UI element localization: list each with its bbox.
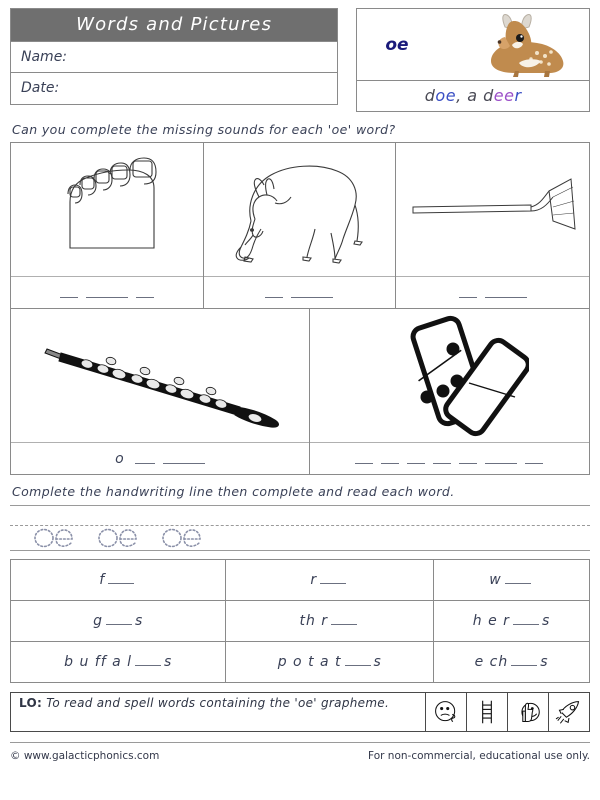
word-prefix: r [310, 572, 318, 588]
prefix-letter: o [115, 450, 124, 467]
word-suffix: s [164, 654, 173, 670]
word-cell[interactable] [434, 560, 590, 601]
phrase-part: r [514, 86, 522, 105]
word-prefix: e ch [474, 654, 509, 670]
picture-grid-row-1 [11, 143, 589, 308]
phrase-part: , a d [456, 86, 494, 105]
picture-grid-row-2 [11, 308, 589, 474]
lo-label: LO: [19, 696, 43, 710]
picture-cell-dominoes [310, 309, 589, 474]
thumbs-up-smiley-icon[interactable] [507, 693, 548, 731]
word-cell[interactable] [434, 601, 590, 642]
blank[interactable] [331, 613, 357, 625]
table-row [11, 560, 590, 601]
header [10, 8, 590, 112]
word-prefix: f [99, 572, 106, 588]
word-suffix: s [373, 654, 382, 670]
table-row [11, 601, 590, 642]
learning-objective-box [10, 692, 590, 732]
grapheme-letters: oe [385, 34, 409, 55]
oboe-instrument-illustration [11, 309, 309, 442]
blank[interactable] [136, 288, 154, 298]
word-prefix: h e r [472, 613, 510, 629]
picture-grid [10, 142, 590, 475]
instruction-handwriting-section: Complete the handwriting line then complete and read each word. [12, 484, 455, 499]
blank[interactable] [265, 288, 283, 298]
picture-cell-doe [204, 143, 397, 308]
word-prefix: b u ff a l [64, 654, 133, 670]
blank[interactable] [381, 454, 399, 464]
phrase-part: ee [493, 86, 515, 105]
blank[interactable] [511, 654, 537, 666]
trace-letters-oe [96, 526, 142, 553]
phrase-part: oe [435, 86, 457, 105]
ladder-icon[interactable] [466, 693, 507, 731]
rocket-icon[interactable] [548, 693, 589, 731]
word-cell[interactable] [226, 642, 434, 683]
lo-body: To read and spell words containing the 'oe' grapheme. [46, 696, 390, 710]
toe-foot-illustration [11, 143, 203, 276]
date-field[interactable]: Date: [21, 80, 60, 96]
blank[interactable] [525, 454, 543, 464]
trace-letter-group [32, 526, 206, 553]
blank[interactable] [513, 613, 539, 625]
doe-deer-illustration [204, 143, 396, 276]
name-field[interactable]: Name: [11, 42, 337, 73]
blank[interactable] [106, 613, 132, 625]
handwriting-practice-line[interactable] [10, 505, 590, 553]
handwriting-top-rule [10, 505, 590, 506]
answer-line-doe[interactable] [204, 276, 396, 308]
word-cell[interactable] [434, 642, 590, 683]
footer [10, 750, 590, 762]
dominoes-illustration [310, 309, 589, 442]
blank[interactable] [86, 288, 128, 298]
learning-objective-text [11, 693, 425, 731]
blank[interactable] [407, 454, 425, 464]
answer-line-oboe[interactable] [11, 442, 309, 474]
blank[interactable] [163, 454, 205, 464]
usage-text: For non-commercial, educational use only. [368, 750, 590, 762]
blank[interactable] [505, 572, 531, 584]
blank[interactable] [459, 288, 477, 298]
hoe-garden-tool-illustration [396, 143, 589, 276]
word-suffix: s [135, 613, 144, 629]
picture-cell-hoe [396, 143, 589, 308]
grapheme-display [357, 9, 589, 81]
table-row [11, 642, 590, 683]
blank[interactable] [60, 288, 78, 298]
word-cell[interactable] [11, 601, 226, 642]
picture-cell-oboe [11, 309, 310, 474]
trace-letters-oe [32, 526, 78, 553]
picture-cell-toe [11, 143, 204, 308]
blank[interactable] [320, 572, 346, 584]
blank[interactable] [135, 454, 155, 464]
answer-line-toe[interactable] [11, 276, 203, 308]
blank[interactable] [345, 654, 371, 666]
word-cell[interactable] [11, 642, 226, 683]
word-prefix: th r [299, 613, 329, 629]
blank[interactable] [433, 454, 451, 464]
phrase-part: d [424, 86, 436, 105]
grapheme-phrase [357, 81, 589, 111]
name-date-block [10, 8, 338, 105]
blank[interactable] [355, 454, 373, 464]
page-title: Words and Pictures [11, 9, 337, 42]
word-completion-table [10, 559, 590, 683]
blank[interactable] [485, 288, 527, 298]
word-cell[interactable] [226, 560, 434, 601]
word-suffix: s [541, 613, 551, 629]
instruction-picture-section: Can you complete the missing sounds for each 'oe' word? [12, 122, 396, 137]
word-prefix: g [93, 613, 104, 629]
blank[interactable] [291, 288, 333, 298]
blank[interactable] [135, 654, 161, 666]
fawn-deer-illustration [475, 11, 571, 84]
answer-line-hoe[interactable] [396, 276, 589, 308]
trace-letters-oe [160, 526, 206, 553]
blank[interactable] [108, 572, 134, 584]
footer-divider [10, 742, 590, 743]
grapheme-block [356, 8, 590, 112]
word-cell[interactable] [11, 560, 226, 601]
blank[interactable] [485, 454, 517, 464]
word-prefix: w [489, 572, 502, 588]
word-suffix: s [540, 654, 549, 670]
blank[interactable] [459, 454, 477, 464]
word-prefix: p o t a t [277, 654, 342, 670]
thinking-face-icon[interactable] [425, 693, 466, 731]
answer-line-dominoes[interactable] [310, 442, 589, 474]
copyright-text: © www.galacticphonics.com [10, 750, 160, 762]
word-cell[interactable] [226, 601, 434, 642]
